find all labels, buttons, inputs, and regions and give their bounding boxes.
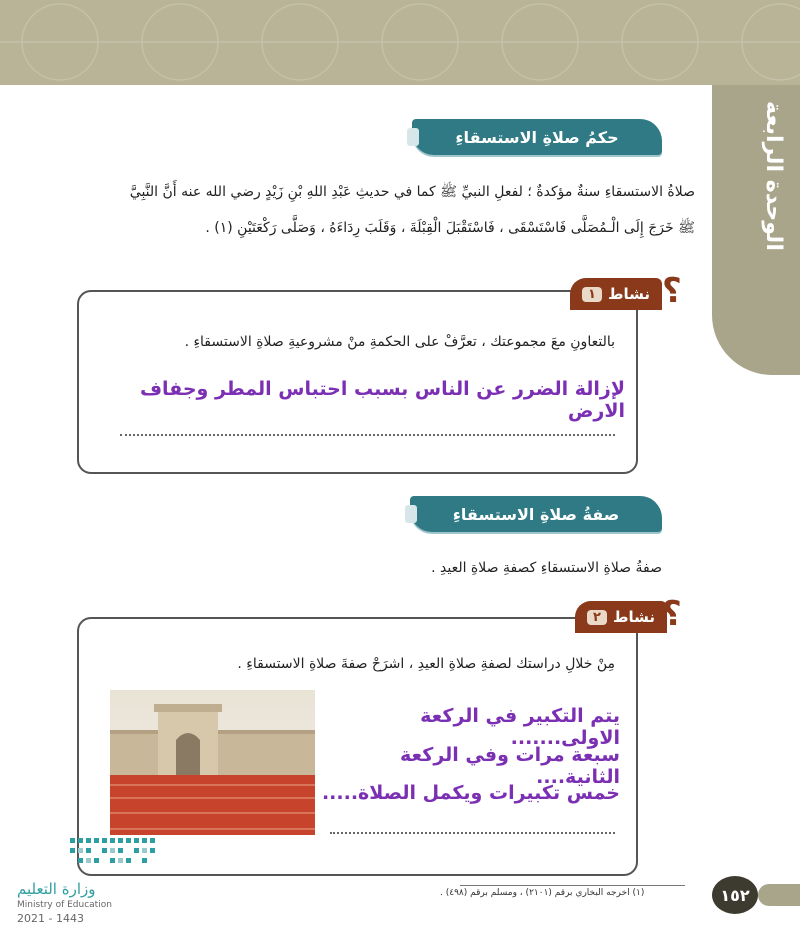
ministry-name-ar: وزارة التعليم (17, 880, 96, 898)
activity1-number: ١ (582, 287, 602, 302)
ministry-logo-icon (15, 830, 165, 880)
ministry-name-en: Ministry of Education (17, 900, 112, 910)
section2-text: صفةُ صلاةِ الاستسقاءِ كصفةِ صلاةِ العيدِ . (431, 560, 662, 576)
footnote: (١) اخرجه البخاري برقم (٢١٠١) ، ومسلم برقم (٤٩٨) . (440, 888, 645, 898)
activity1-answer: لإزالة الضرر عن الناس بسبب احتباس المطر وجفاف الارض (139, 378, 625, 422)
page-number-text: ١٥٢ (720, 885, 750, 905)
activity2-answer-line1: يتم التكبير في الركعة الاولى....... (420, 705, 620, 749)
question-mark-icon: ؟ (662, 271, 682, 311)
section-heading-description-text: صفةُ صلاةِ الاستسقاءِ (452, 504, 620, 524)
ministry-logo (15, 830, 165, 930)
section1-line2: ﷺ خَرَجَ إِلَى الْـمُصَلَّى فَاسْتَسْقَى ، فَاسْتَقْبَلَ الْقِبْلَةَ ، وَقَلَبَ رِدَاءَهُ ، وَصَلَّى رَكْعَتَيْنِ (١) . (205, 220, 695, 236)
unit-side-tab (712, 85, 800, 375)
activity1-tab (570, 278, 662, 310)
geometric-pattern (0, 0, 800, 85)
section-heading-ruling-text: حكمُ صلاةِ الاستسقاءِ (455, 127, 619, 147)
unit-label: الوحدة الرابعة (761, 101, 786, 251)
activity2-label: نشاط (612, 608, 656, 626)
section1-line1: صلاةُ الاستسقاءِ سنةٌ مؤكدةٌ ؛ لفعلِ النبيِّ ﷺ كما في حديثِ عَبْدِ اللهِ بْنِ زَيْدٍ رضي الله عنه أَنَّ النَّبِيَّ (129, 184, 695, 200)
ministry-years: 2021 - 1443 (17, 912, 84, 925)
activity2-tab (575, 601, 667, 633)
footnote-divider (460, 885, 685, 886)
activity2-question: مِنْ خلالِ دراستك لصفةِ صلاةِ العيدِ ، اشرَحْ صفةَ صلاةِ الاستسقاءِ . (237, 656, 615, 672)
page-number (712, 876, 758, 914)
activity2-number: ٢ (587, 610, 607, 625)
activity1-question: بالتعاونِ معَ مجموعتك ، تعرَّفْ على الحكمةِ منْ مشروعيةِ صلاةِ الاستسقاءِ . (184, 334, 615, 350)
activity2-answer-line3: خمس تكبيرات ويكمل الصلاة..... (321, 782, 620, 804)
prayer-ground-illustration (110, 690, 315, 835)
question-mark-icon: ؟ (662, 594, 682, 634)
activity2-answer-dotted-line (330, 832, 615, 834)
top-banner (0, 0, 800, 85)
activity1-answer-dotted-line (120, 434, 615, 436)
activity2-answer-line2: سبعة مرات وفي الركعة الثانية.... (400, 744, 620, 788)
section-heading-ruling (412, 119, 662, 155)
section-heading-description (410, 496, 662, 532)
activity1-label: نشاط (607, 285, 651, 303)
